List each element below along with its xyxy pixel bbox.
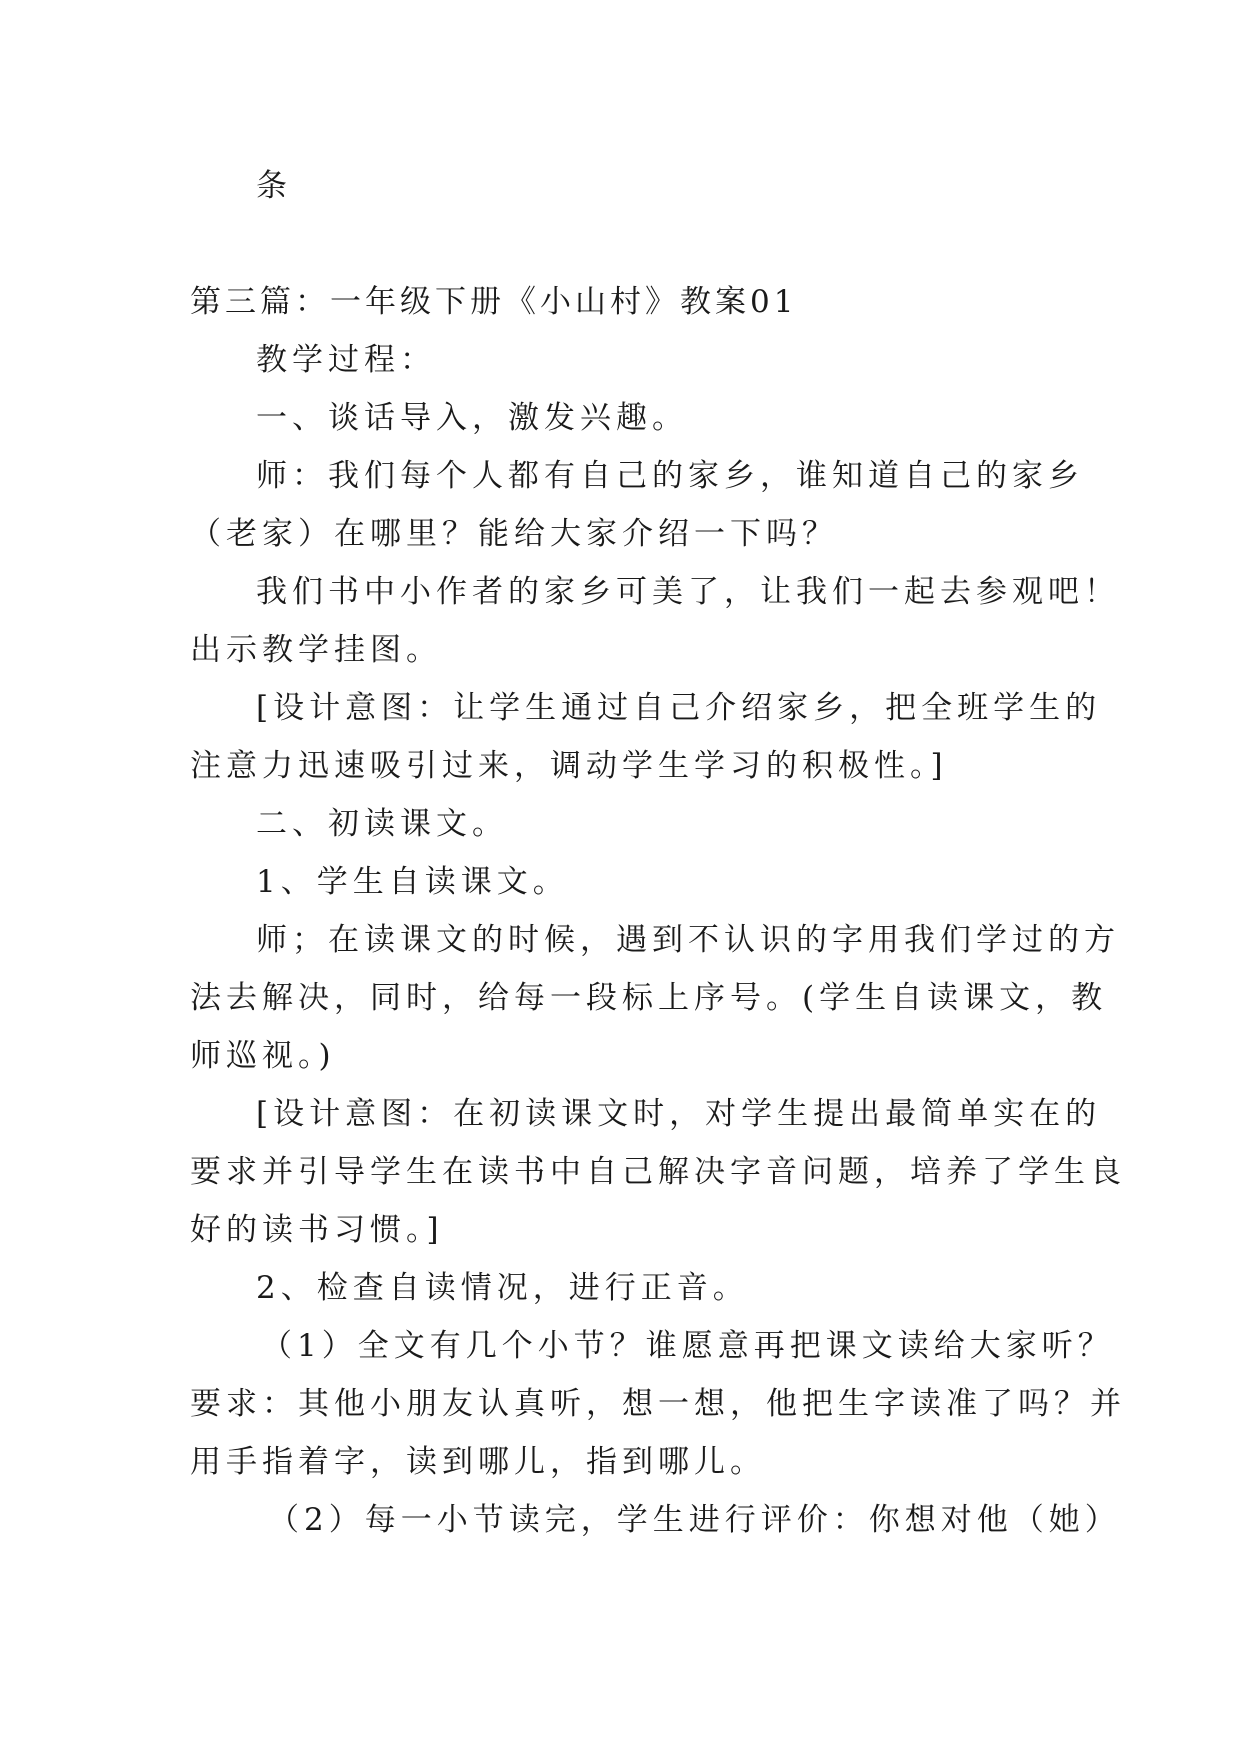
text-line: 2、检查自读情况，进行正音。 bbox=[256, 1270, 749, 1306]
text-line: 法去解决，同时，给每一段标上序号。(学生自读课文，教 bbox=[190, 980, 1108, 1016]
text-line: （1）全文有几个小节？谁愿意再把课文读给大家听？ bbox=[261, 1328, 1114, 1364]
text-line: 教学过程： bbox=[256, 342, 436, 378]
text-line: 师；在读课文的时候，遇到不认识的字用我们学过的方 bbox=[256, 922, 1120, 958]
section-heading: 第三篇：一年级下册《小山村》教案01 bbox=[190, 284, 798, 320]
text-line: （2）每一小节读完，学生进行评价：你想对他（她） bbox=[268, 1502, 1121, 1538]
text-line: 我们书中小作者的家乡可美了，让我们一起去参观吧！ bbox=[256, 574, 1120, 610]
text-line: [设计意图：在初读课文时，对学生提出最简单实在的 bbox=[256, 1096, 1102, 1132]
text-line: [设计意图：让学生通过自己介绍家乡，把全班学生的 bbox=[256, 690, 1102, 726]
text-line: 要求：其他小朋友认真听，想一想，他把生字读准了吗？并 bbox=[190, 1386, 1126, 1422]
text-line: 二、初读课文。 bbox=[256, 806, 508, 842]
text-line: 好的读书习惯。] bbox=[190, 1212, 444, 1248]
text-line: 出示教学挂图。 bbox=[190, 632, 442, 668]
text-line: 师巡视。) bbox=[190, 1038, 336, 1074]
text-line: 注意力迅速吸引过来，调动学生学习的积极性。] bbox=[190, 748, 948, 784]
text-line: 要求并引导学生在读书中自己解决字音问题，培养了学生良 bbox=[190, 1154, 1126, 1190]
text-line: 用手指着字，读到哪儿，指到哪儿。 bbox=[190, 1444, 766, 1480]
text-line: 一、谈话导入，激发兴趣。 bbox=[256, 400, 688, 436]
text-line: 师：我们每个人都有自己的家乡，谁知道自己的家乡 bbox=[256, 458, 1084, 494]
text-line: 条 bbox=[256, 168, 292, 204]
text-line: 1、学生自读课文。 bbox=[256, 864, 569, 900]
text-line: （老家）在哪里？能给大家介绍一下吗？ bbox=[190, 516, 838, 552]
